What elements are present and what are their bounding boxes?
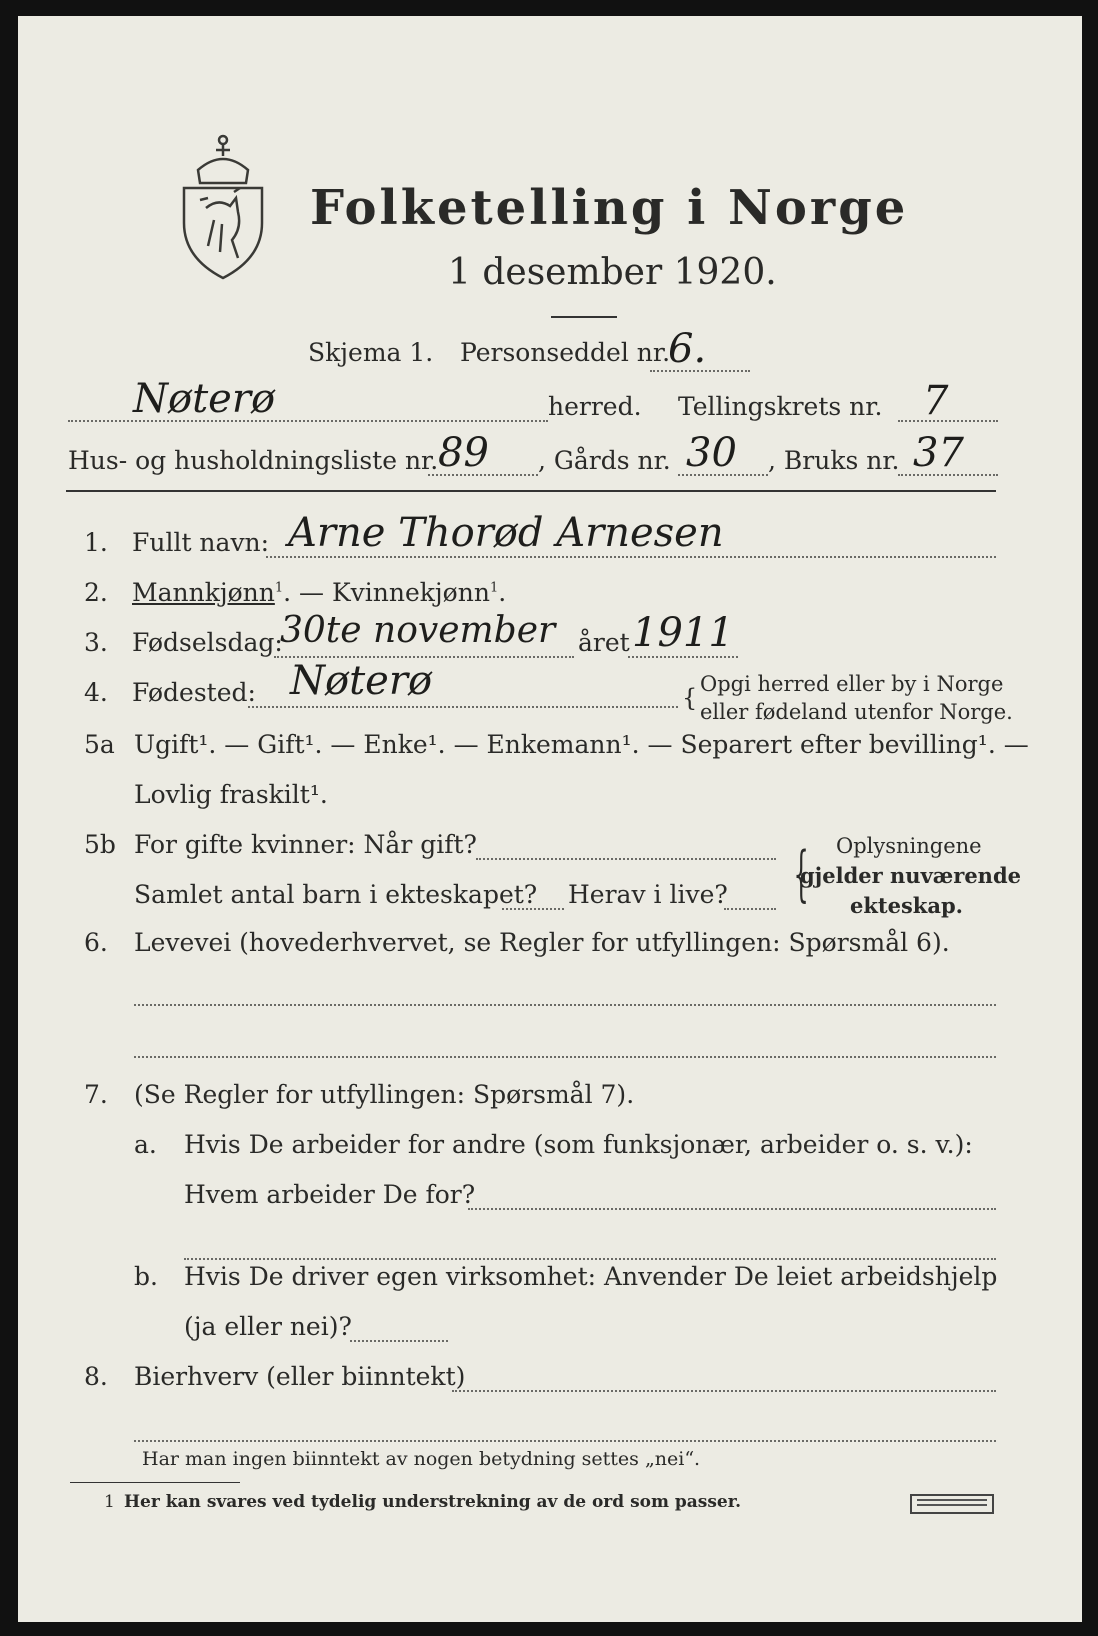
q5b-number: 5b bbox=[84, 830, 116, 859]
gender-options: Mannkjønn$^1$. — Kvinnekjønn$^1$. bbox=[132, 578, 507, 607]
q6-number: 6. bbox=[84, 928, 108, 957]
footnote-rule bbox=[70, 1482, 240, 1483]
marital-status-options[interactable]: Ugift¹. — Gift¹. — Enke¹. — Enkemann¹. — Separert efter bevilling¹. — bbox=[134, 730, 1029, 759]
side-income-line-2[interactable] bbox=[134, 1440, 996, 1442]
q2-number: 2. bbox=[84, 578, 108, 607]
q7a-letter: a. bbox=[134, 1130, 157, 1159]
full-name-value[interactable]: Arne Thorød Arnesen bbox=[288, 510, 724, 556]
q7a-employer-label: Hvem arbeider De for? bbox=[184, 1180, 476, 1209]
herred-value[interactable]: Nøterø bbox=[133, 376, 276, 422]
hired-help-line[interactable] bbox=[350, 1340, 448, 1342]
q5a-number: 5a bbox=[84, 730, 115, 759]
gender-female-option[interactable]: Kvinnekjønn bbox=[331, 578, 490, 607]
q4-note-line1: Opgi herred eller by i Norge bbox=[700, 672, 1004, 696]
occupation-line-1[interactable] bbox=[134, 1004, 996, 1006]
gender-male-option[interactable]: Mannkjønn bbox=[132, 578, 275, 607]
personseddel-value[interactable]: 6. bbox=[668, 326, 707, 372]
herred-label: herred. bbox=[548, 392, 642, 421]
tellingskrets-value[interactable]: 7 bbox=[923, 378, 949, 424]
q5b-note-line2: gjelder nuværende bbox=[800, 863, 1021, 888]
q4-note-line2: eller fødeland utenfor Norge. bbox=[700, 700, 1013, 724]
q7b-yes-no-label: (ja eller nei)? bbox=[184, 1312, 352, 1341]
q4-number: 4. bbox=[84, 678, 108, 707]
husliste-value[interactable]: 89 bbox=[438, 430, 489, 476]
employer-line-2[interactable] bbox=[184, 1258, 996, 1260]
q4-label: Fødested: bbox=[132, 678, 256, 707]
q3-label: Fødselsdag: bbox=[132, 628, 283, 657]
header-rule bbox=[66, 490, 996, 492]
q7-label: (Se Regler for utfyllingen: Spørsmål 7). bbox=[134, 1080, 635, 1109]
side-income-line-1[interactable] bbox=[452, 1390, 996, 1392]
personseddel-label: Personseddel nr. bbox=[460, 338, 671, 367]
title-divider bbox=[551, 316, 617, 318]
q6-label: Levevei (hovederhvervet, se Regler for utfyllingen: Spørsmål 6). bbox=[134, 928, 950, 957]
bruks-value[interactable]: 37 bbox=[913, 430, 964, 476]
q7-number: 7. bbox=[84, 1080, 108, 1109]
form-date: 1 desember 1920. bbox=[448, 252, 777, 293]
census-form-page bbox=[18, 16, 1082, 1622]
marital-status-option-divorced[interactable]: Lovlig fraskilt¹. bbox=[134, 780, 328, 809]
q5b-note-brace: { bbox=[793, 839, 809, 909]
q7b-letter: b. bbox=[134, 1262, 158, 1291]
printer-stamp bbox=[910, 1494, 994, 1514]
q8-note: Har man ingen biinntekt av nogen betydning settes „nei“. bbox=[142, 1448, 701, 1470]
birthplace-value[interactable]: Nøterø bbox=[290, 658, 433, 704]
q3-number: 3. bbox=[84, 628, 108, 657]
skjema-label: Skjema 1. bbox=[308, 338, 434, 367]
q5b-alive-label: Herav i live? bbox=[568, 880, 728, 909]
q7b-label: Hvis De driver egen virksomhet: Anvender De leiet arbeidshjelp bbox=[184, 1262, 998, 1291]
husliste-label: Hus- og husholdningsliste nr. bbox=[68, 446, 439, 475]
q4-note-brace: { bbox=[682, 684, 698, 712]
birthyear-value[interactable]: 1911 bbox=[632, 610, 734, 656]
q1-number: 1. bbox=[84, 528, 108, 557]
occupation-line-2[interactable] bbox=[134, 1056, 996, 1058]
birthdate-value[interactable]: 30te november bbox=[280, 610, 556, 651]
footnote-mark: 1 bbox=[104, 1492, 115, 1512]
q7a-label: Hvis De arbeider for andre (som funksjonær, arbeider o. s. v.): bbox=[184, 1130, 973, 1159]
footnote-text: Her kan svares ved tydelig understrekning av de ord som passer. bbox=[124, 1492, 742, 1512]
tellingskrets-label: Tellingskrets nr. bbox=[678, 392, 883, 421]
q8-label: Bierhverv (eller biinntekt) bbox=[134, 1362, 466, 1391]
q5b-married-when-label: For gifte kvinner: Når gift? bbox=[134, 830, 477, 859]
bruks-label: , Bruks nr. bbox=[768, 446, 900, 475]
form-title: Folketelling i Norge bbox=[310, 180, 909, 236]
employer-line-1[interactable] bbox=[468, 1208, 996, 1210]
q5b-note-line3: ekteskap. bbox=[850, 893, 963, 918]
q3-year-label: året bbox=[578, 628, 630, 657]
q1-label: Fullt navn: bbox=[132, 528, 270, 557]
q5b-children-label: Samlet antal barn i ekteskapet? bbox=[134, 880, 538, 909]
q8-number: 8. bbox=[84, 1362, 108, 1391]
norwegian-coat-of-arms-icon bbox=[178, 128, 268, 283]
gards-value[interactable]: 30 bbox=[686, 430, 737, 476]
q5b-note-line1: Oplysningene bbox=[836, 834, 982, 858]
gards-label: , Gårds nr. bbox=[538, 446, 671, 475]
